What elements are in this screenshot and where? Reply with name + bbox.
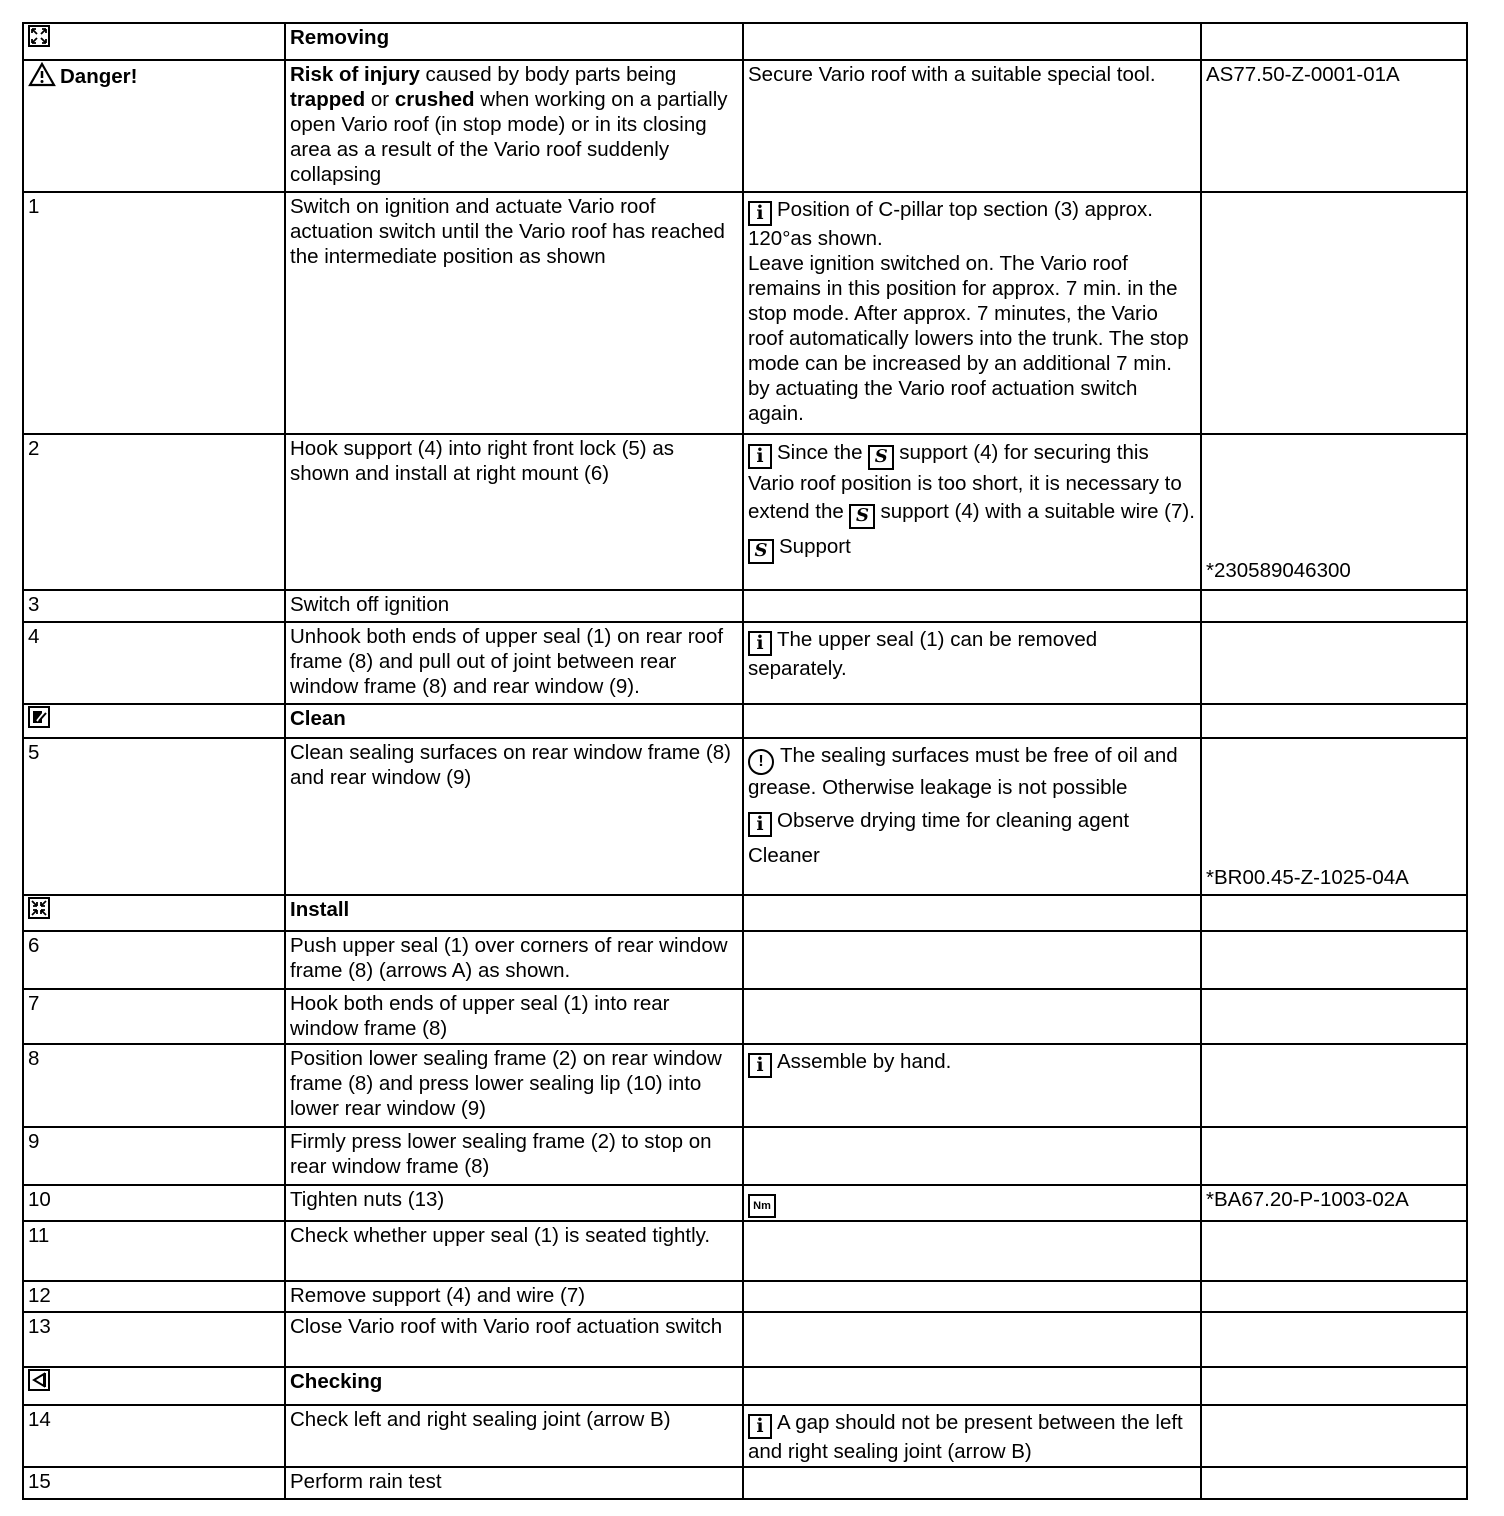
step-reference: *BR00.45-Z-1025-04A bbox=[1201, 738, 1467, 895]
step-row bbox=[23, 590, 1467, 622]
section-title: Checking bbox=[285, 1367, 743, 1405]
step-number: 9 bbox=[23, 1127, 285, 1185]
step-action: Switch off ignition bbox=[285, 590, 743, 622]
step-row bbox=[23, 1312, 1467, 1367]
special-tool-icon: S bbox=[868, 445, 894, 470]
danger-measure: Secure Vario roof with a suitable special tool. bbox=[743, 60, 1201, 192]
compress-arrows-icon bbox=[28, 897, 50, 919]
step-number: 10 bbox=[23, 1185, 285, 1221]
step-number: 5 bbox=[23, 738, 285, 895]
step-number: 13 bbox=[23, 1312, 285, 1367]
step-action: Tighten nuts (13) bbox=[285, 1185, 743, 1221]
info-icon: i bbox=[748, 1414, 772, 1439]
step-number: 12 bbox=[23, 1281, 285, 1312]
special-tool-icon: S bbox=[849, 504, 875, 529]
step-row bbox=[23, 1281, 1467, 1312]
step-note: i A gap should not be present between the left and right sealing joint (arrow B) bbox=[743, 1405, 1201, 1467]
section-title: Clean bbox=[285, 704, 743, 738]
step-action: Push upper seal (1) over corners of rear window frame (8) (arrows A) as shown. bbox=[285, 931, 743, 989]
info-icon: i bbox=[748, 444, 772, 469]
step-action: Firmly press lower sealing frame (2) to stop on rear window frame (8) bbox=[285, 1127, 743, 1185]
section-row-install bbox=[23, 895, 1467, 931]
step-action: Switch on ignition and actuate Vario roof actuation switch until the Vario roof has reached the intermediate position as shown bbox=[285, 192, 743, 434]
expand-arrows-icon bbox=[28, 25, 50, 47]
step-row bbox=[23, 1221, 1467, 1281]
torque-nm-icon: Nm bbox=[748, 1194, 776, 1218]
info-icon: i bbox=[748, 1053, 772, 1078]
step-row bbox=[23, 738, 1467, 895]
step-row bbox=[23, 931, 1467, 989]
step-number: 7 bbox=[23, 989, 285, 1044]
step-row bbox=[23, 989, 1467, 1044]
step-row bbox=[23, 1185, 1467, 1221]
step-row bbox=[23, 1467, 1467, 1499]
step-action: Hook support (4) into right front lock (5) as shown and install at right mount (6) bbox=[285, 434, 743, 590]
step-action: Close Vario roof with Vario roof actuation switch bbox=[285, 1312, 743, 1367]
step-row bbox=[23, 1405, 1467, 1467]
tool-label: Support bbox=[779, 535, 851, 558]
step-number: 6 bbox=[23, 931, 285, 989]
step-note: i Position of C-pillar top section (3) approx. 120°as shown. Leave ignition switched on. The Vario roof remains in this position for approx. 7 min. in the stop mode. After approx. 7 minutes, the Vario roof automatically lowers into the trunk. The stop mode can be increased by an additional 7 min. by actuating the Vario roof actuation switch again. bbox=[743, 192, 1201, 434]
step-number: 1 bbox=[23, 192, 285, 434]
checking-icon bbox=[28, 1369, 50, 1391]
step-action: Remove support (4) and wire (7) bbox=[285, 1281, 743, 1312]
step-number: 11 bbox=[23, 1221, 285, 1281]
warning-triangle-icon bbox=[28, 62, 56, 93]
step-note: ! The sealing surfaces must be free of oil and grease. Otherwise leakage is not possible i Observe drying time for cleaning agent Cleaner bbox=[743, 738, 1201, 895]
step-number: 8 bbox=[23, 1044, 285, 1127]
danger-text: Risk of injury caused by body parts being trapped or crushed when working on a partially open Vario roof (in stop mode) or in its closing area as a result of the Vario roof suddenly collapsing bbox=[285, 60, 743, 192]
step-note: i The upper seal (1) can be removed separately. bbox=[743, 622, 1201, 704]
step-action: Check left and right sealing joint (arrow B) bbox=[285, 1405, 743, 1467]
info-icon: i bbox=[748, 631, 772, 656]
section-row-removing bbox=[23, 23, 1467, 60]
step-row bbox=[23, 1127, 1467, 1185]
step-action: Unhook both ends of upper seal (1) on rear roof frame (8) and pull out of joint between rear window frame (8) and rear window (9). bbox=[285, 622, 743, 704]
step-row bbox=[23, 1044, 1467, 1127]
step-action: Position lower sealing frame (2) on rear window frame (8) and press lower sealing lip (10) into lower rear window (9) bbox=[285, 1044, 743, 1127]
danger-row bbox=[23, 60, 1467, 192]
step-number: 15 bbox=[23, 1467, 285, 1499]
step-action: Clean sealing surfaces on rear window frame (8) and rear window (9) bbox=[285, 738, 743, 895]
section-row-checking bbox=[23, 1367, 1467, 1405]
clean-icon bbox=[28, 706, 50, 728]
section-title: Removing bbox=[285, 23, 743, 60]
attention-note-icon: ! bbox=[748, 749, 774, 775]
step-number: 14 bbox=[23, 1405, 285, 1467]
danger-reference: AS77.50-Z-0001-01A bbox=[1201, 60, 1467, 192]
step-number: 2 bbox=[23, 434, 285, 590]
step-row bbox=[23, 434, 1467, 590]
procedure-table bbox=[22, 22, 1468, 1500]
step-action: Hook both ends of upper seal (1) into rear window frame (8) bbox=[285, 989, 743, 1044]
step-action: Perform rain test bbox=[285, 1467, 743, 1499]
step-note: i Since the S support (4) for securing this Vario roof position is too short, it is necessary to extend the S support (4) with a suitable wire (7). S Support bbox=[743, 434, 1201, 590]
step-number: 4 bbox=[23, 622, 285, 704]
step-row bbox=[23, 622, 1467, 704]
cleaning-agent: Cleaner bbox=[748, 844, 820, 867]
step-row bbox=[23, 192, 1467, 434]
info-icon: i bbox=[748, 201, 772, 226]
special-tool-icon: S bbox=[748, 539, 774, 564]
step-number: 3 bbox=[23, 590, 285, 622]
info-icon: i bbox=[748, 812, 772, 837]
danger-label: Danger! bbox=[60, 65, 138, 88]
step-note: i Assemble by hand. bbox=[743, 1044, 1201, 1127]
section-title: Install bbox=[285, 895, 743, 931]
step-action: Check whether upper seal (1) is seated tightly. bbox=[285, 1221, 743, 1281]
step-reference: *BA67.20-P-1003-02A bbox=[1201, 1185, 1467, 1221]
step-reference: *230589046300 bbox=[1201, 434, 1467, 590]
section-row-clean bbox=[23, 704, 1467, 738]
